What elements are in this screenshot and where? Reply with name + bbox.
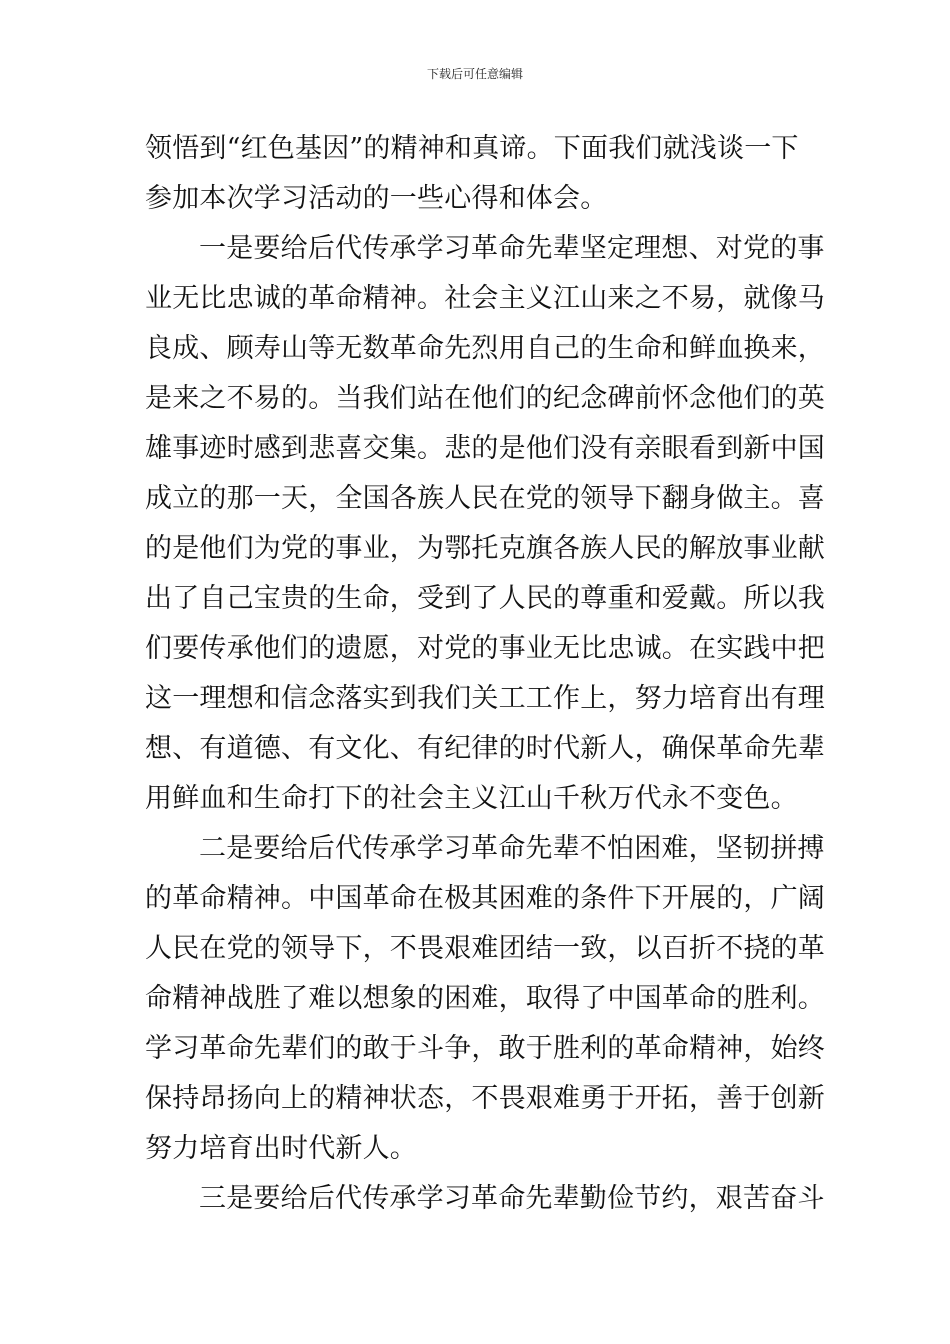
text-line: 参加本次学习活动的一些心得和体会。 xyxy=(145,183,608,214)
text-line: 用鲜血和生命打下的社会主义江山千秋万代永不变色。 xyxy=(145,783,798,814)
text-line: 命精神战胜了难以想象的困难，取得了中国革命的胜利。 xyxy=(145,983,825,1014)
text-line: 保持昂扬向上的精神状态，不畏艰难勇于开拓，善于创新 xyxy=(145,1083,825,1114)
text-line: 努力培育出时代新人。 xyxy=(145,1133,417,1164)
text-line: 人民在党的领导下，不畏艰难团结一致，以百折不挠的革 xyxy=(145,933,825,964)
text-line: 想、有道德、有文化、有纪律的时代新人，确保革命先辈 xyxy=(145,733,825,764)
text-line: 们要传承他们的遗愿，对党的事业无比忠诚。在实践中把 xyxy=(145,633,825,664)
text-line: 成立的那一天，全国各族人民在党的领导下翻身做主。喜 xyxy=(145,483,825,514)
page-header: 下载后可任意编辑 xyxy=(426,67,523,81)
text-line: 的革命精神。中国革命在极其困难的条件下开展的，广阔 xyxy=(145,883,825,914)
text-line: 出了自己宝贵的生命，受到了人民的尊重和爱戴。所以我 xyxy=(145,583,825,614)
text-line: 这一理想和信念落实到我们关工工作上，努力培育出有理 xyxy=(145,683,825,714)
text-line-first: 一是要给后代传承学习革命先辈坚定理想、对党的事 xyxy=(199,233,825,264)
text-line: 是来之不易的。当我们站在他们的纪念碑前怀念他们的英 xyxy=(145,383,825,414)
text-line: 雄事迹时感到悲喜交集。悲的是他们没有亲眼看到新中国 xyxy=(145,433,825,464)
text-line-first: 二是要给后代传承学习革命先辈不怕困难，坚韧拼搏 xyxy=(199,833,825,864)
text-line-first: 三是要给后代传承学习革命先辈勤俭节约，艰苦奋斗 xyxy=(199,1183,825,1214)
document-body xyxy=(145,124,825,1224)
text-line: 良成、顾寿山等无数革命先烈用自己的生命和鲜血换来， xyxy=(145,333,825,364)
text-line: 的是他们为党的事业，为鄂托克旗各族人民的解放事业献 xyxy=(145,533,825,564)
text-line: 领悟到“红色基因”的精神和真谛。下面我们就浅谈一下 xyxy=(145,133,799,164)
paragraph xyxy=(145,824,825,1174)
paragraph xyxy=(145,124,805,224)
text-line: 学习革命先辈们的敢于斗争，敢于胜利的革命精神，始终 xyxy=(145,1033,825,1064)
paragraph xyxy=(145,224,825,824)
paragraph xyxy=(145,1174,825,1224)
text-line: 业无比忠诚的革命精神。社会主义江山来之不易，就像马 xyxy=(145,283,825,314)
